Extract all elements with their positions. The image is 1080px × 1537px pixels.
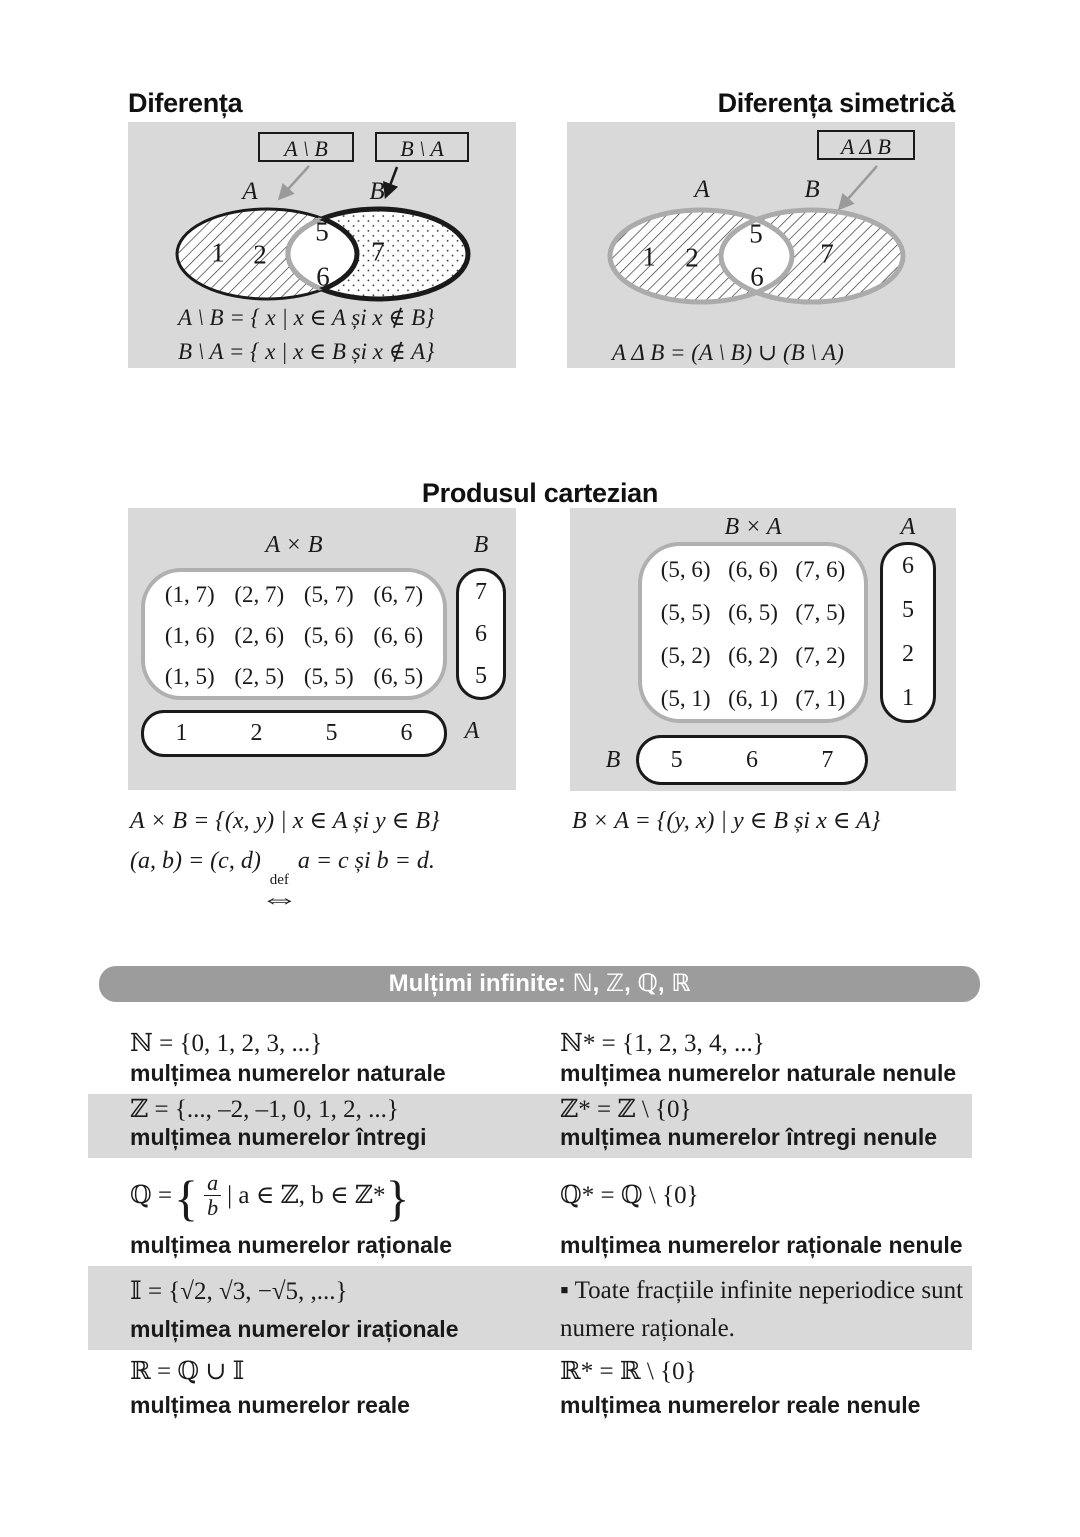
set-name-label: mulțimea numerelor naturale bbox=[130, 1060, 446, 1086]
pair-cell: (6, 7) bbox=[373, 581, 424, 607]
a-set-label: A bbox=[900, 514, 916, 540]
a-values-region bbox=[880, 542, 936, 723]
pair-cell: (6, 5) bbox=[373, 664, 424, 690]
pair-row bbox=[155, 664, 433, 690]
pair-cell: (5, 7) bbox=[303, 581, 354, 607]
set-name-label: mulțimea numerelor raționale bbox=[130, 1232, 453, 1258]
label-box-a-minus-b: A \ B bbox=[258, 132, 354, 162]
set-definition-row bbox=[88, 1350, 972, 1426]
set-element: 7 bbox=[821, 746, 834, 773]
panel-cartesian-axb bbox=[128, 508, 516, 790]
formula-symmetric-difference: A Δ B = (A \ B) ∪ (B \ A) bbox=[612, 340, 844, 365]
pair-row bbox=[652, 643, 854, 669]
set-a-label: A bbox=[242, 178, 258, 205]
set-element: 2 bbox=[250, 720, 263, 746]
note-line: ▪ Toate fracțiile infinite neperiodice sunt bbox=[560, 1276, 964, 1304]
pair-equality-rhs: a = c și b = d. bbox=[297, 848, 435, 874]
pair-cell: (5, 2) bbox=[660, 643, 711, 669]
set-name-label: mulțimea numerelor reale nenule bbox=[560, 1392, 921, 1418]
pair-cell: (5, 6) bbox=[303, 622, 354, 648]
b-values-region bbox=[456, 568, 506, 700]
set-name-label: mulțimea numerelor reale bbox=[130, 1392, 410, 1418]
formula-b-minus-a: B \ A = { x | x ∈ B și x ∉ A} bbox=[178, 339, 435, 364]
set-element: 1 bbox=[902, 684, 914, 711]
pair-cell: (5, 6) bbox=[660, 556, 711, 582]
set-element: 5 bbox=[325, 720, 338, 746]
set-formula: ℤ* = ℤ \ {0} bbox=[560, 1096, 692, 1123]
set-element: 6 bbox=[902, 553, 914, 580]
a-values-region bbox=[141, 710, 447, 757]
panel-diferenta-simetrica bbox=[567, 122, 955, 368]
set-definition-row bbox=[88, 1158, 972, 1266]
set-element: 6 bbox=[745, 746, 758, 773]
panel-diferenta bbox=[128, 122, 516, 368]
axb-pair-grid bbox=[145, 572, 443, 700]
set-a-label: A bbox=[694, 176, 710, 203]
axb-pairs-region bbox=[141, 568, 447, 700]
def-equivalence-arrow: def ⇔ bbox=[259, 872, 300, 913]
pair-row bbox=[155, 582, 433, 608]
element-6: 6 bbox=[316, 261, 330, 292]
arrow-a-delta-b bbox=[840, 166, 877, 208]
set-element: 7 bbox=[475, 578, 487, 605]
bxa-pair-grid bbox=[642, 546, 864, 723]
set-formula: ℚ* = ℚ \ {0} bbox=[560, 1182, 699, 1209]
arrow-b-minus-a bbox=[386, 167, 397, 196]
pair-cell: (2, 5) bbox=[234, 664, 285, 690]
bxa-pairs-region bbox=[638, 542, 868, 723]
set-element: 6 bbox=[475, 620, 487, 647]
set-b-label: B bbox=[804, 176, 820, 203]
b-set-label: B bbox=[473, 532, 489, 558]
infinite-sets-table bbox=[88, 1026, 972, 1426]
infinite-sets-title-bar: Mulțimi infinite: ℕ, ℤ, ℚ, ℝ bbox=[99, 966, 980, 1002]
element-7: 7 bbox=[820, 238, 834, 269]
pair-cell: (5, 5) bbox=[660, 599, 711, 625]
set-formula: ℤ = {..., –2, –1, 0, 1, 2, ...} bbox=[130, 1096, 399, 1123]
set-element: 5 bbox=[475, 662, 487, 689]
a-set-label: A bbox=[464, 718, 480, 744]
pair-cell: (7, 2) bbox=[795, 643, 846, 669]
pair-row bbox=[155, 623, 433, 649]
pair-cell: (6, 6) bbox=[728, 556, 778, 582]
set-name-label: mulțimea numerelor întregi nenule bbox=[560, 1124, 938, 1150]
formula-pair-equality bbox=[130, 848, 435, 911]
element-1: 1 bbox=[642, 241, 656, 272]
heading-diferenta-simetrica: Diferența simetrică bbox=[717, 88, 955, 118]
set-element: 2 bbox=[902, 640, 914, 667]
pair-cell: (5, 1) bbox=[660, 686, 711, 712]
row-right-column bbox=[560, 1026, 972, 1094]
set-definition-row bbox=[88, 1266, 972, 1350]
set-formula: ℕ* = {1, 2, 3, 4, ...} bbox=[560, 1030, 765, 1057]
set-name-label: mulțimea numerelor raționale nenule bbox=[560, 1232, 963, 1258]
pair-row bbox=[652, 686, 854, 712]
label-box-a-delta-b: A Δ B bbox=[817, 130, 915, 160]
set-name-label: mulțimea numerelor întregi bbox=[130, 1124, 427, 1150]
element-2: 2 bbox=[685, 242, 699, 273]
formula-axb: A × B = {(x, y) | x ∈ A și y ∈ B} bbox=[130, 808, 440, 834]
set-element: 5 bbox=[902, 597, 914, 624]
set-definition-row bbox=[88, 1026, 972, 1094]
bxa-label: B × A bbox=[724, 514, 782, 540]
b-set-label: B bbox=[605, 747, 621, 773]
fraction: $\frac{a}{b}$ bbox=[204, 1171, 221, 1218]
pair-cell: (1, 5) bbox=[164, 664, 215, 690]
pair-cell: (7, 5) bbox=[795, 599, 846, 625]
pair-cell: (1, 7) bbox=[164, 581, 215, 607]
arrow-a-minus-b bbox=[280, 166, 309, 198]
formula-bxa: B × A = {(y, x) | y ∈ B și x ∈ A} bbox=[572, 808, 881, 834]
formula-a-minus-b: A \ B = { x | x ∈ A și x ∉ B} bbox=[178, 305, 435, 330]
b-values-region bbox=[636, 735, 868, 785]
b-values-list bbox=[639, 738, 865, 782]
heading-produsul-cartezian: Produsul cartezian bbox=[421, 478, 659, 508]
set-element: 1 bbox=[175, 720, 188, 746]
row-left-column bbox=[88, 1026, 560, 1094]
pair-cell: (1, 6) bbox=[164, 622, 215, 648]
row-right-column bbox=[560, 1266, 972, 1350]
set-element: 6 bbox=[400, 720, 413, 746]
axb-label: A × B bbox=[265, 532, 323, 558]
pair-cell: (2, 7) bbox=[234, 581, 285, 607]
set-formula: ℚ = { $\frac{a}{b}$ | a ∈ ℤ, b ∈ ℤ* } bbox=[130, 1170, 410, 1226]
row-left-column bbox=[88, 1094, 560, 1158]
pair-cell: (6, 5) bbox=[728, 599, 778, 625]
pair-equality-lhs: (a, b) = (c, d) bbox=[130, 848, 261, 874]
set-formula: ℝ = ℚ ∪ 𝕀 bbox=[130, 1358, 245, 1385]
element-5: 5 bbox=[749, 218, 763, 249]
set-element: 5 bbox=[670, 746, 683, 773]
set-b-label: B bbox=[369, 178, 385, 205]
element-2: 2 bbox=[253, 239, 267, 270]
element-6: 6 bbox=[750, 261, 764, 292]
set-name-label: mulțimea numerelor iraționale bbox=[130, 1316, 459, 1342]
row-right-column bbox=[560, 1094, 972, 1158]
row-left-column bbox=[88, 1158, 560, 1266]
a-values-list bbox=[883, 545, 933, 720]
row-left-column bbox=[88, 1266, 560, 1350]
pair-cell: (7, 1) bbox=[795, 686, 846, 712]
row-right-column bbox=[560, 1158, 972, 1266]
note-line: numere raționale. bbox=[560, 1315, 735, 1342]
heading-diferenta: Diferența bbox=[128, 88, 243, 118]
pair-cell: (6, 2) bbox=[728, 643, 778, 669]
set-formula: 𝕀 = {√2, √3, −√5, ,...} bbox=[130, 1278, 348, 1305]
element-7: 7 bbox=[371, 236, 385, 267]
row-left-column bbox=[88, 1350, 560, 1426]
set-formula: ℝ* = ℝ \ {0} bbox=[560, 1358, 697, 1385]
pair-cell: (7, 6) bbox=[795, 556, 846, 582]
b-values-list bbox=[459, 571, 503, 697]
pair-cell: (5, 5) bbox=[303, 664, 354, 690]
pair-cell: (6, 1) bbox=[728, 686, 778, 712]
pair-cell: (2, 6) bbox=[234, 622, 285, 648]
element-5: 5 bbox=[315, 216, 329, 247]
pair-cell: (6, 6) bbox=[373, 622, 424, 648]
row-right-column bbox=[560, 1350, 972, 1426]
a-values-list bbox=[144, 713, 444, 754]
pair-row bbox=[652, 557, 854, 583]
panel-cartesian-bxa bbox=[570, 508, 956, 791]
pair-row bbox=[652, 600, 854, 626]
set-formula: ℕ = {0, 1, 2, 3, ...} bbox=[130, 1030, 323, 1057]
set-definition-row bbox=[88, 1094, 972, 1158]
element-1: 1 bbox=[211, 237, 225, 268]
label-box-b-minus-a: B \ A bbox=[375, 132, 469, 162]
set-name-label: mulțimea numerelor naturale nenule bbox=[560, 1060, 957, 1086]
